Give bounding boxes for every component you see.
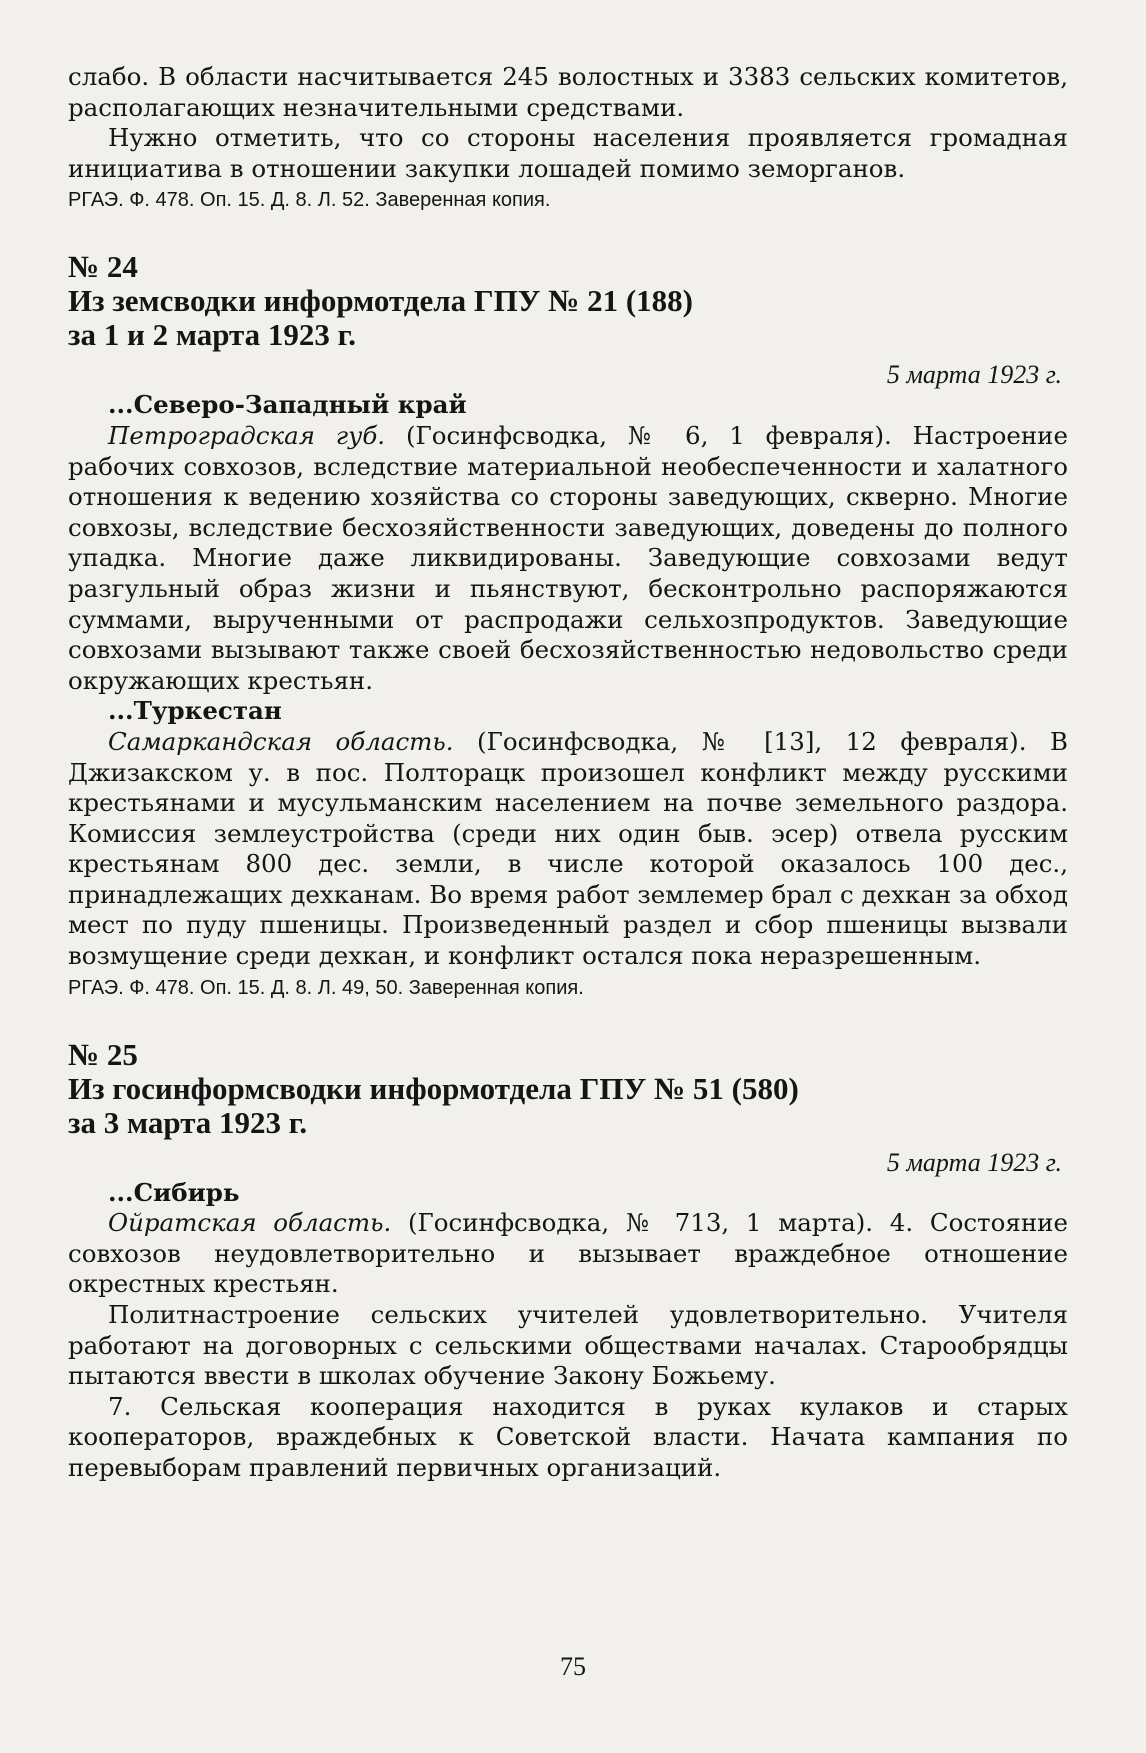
document-date: 5 марта 1923 г. [886,360,1062,390]
report-text: (Госинфсводка, № [13], 12 февраля). В Джизакском у. в пос. Полторацк произошел конфликт между русскими крестьянами и мусульманским населением на почве земельного раздора. Комиссия землеустройства (среди них один быв. эсер) отвела русским крестьянам 800 дес. земли, в числе которой оказалось 100 дес., принадлежащих дехканам. Во время работ землемер брал с дехкан за обход мест по пуду пшеницы. Произведенный раздел и сбор пшеницы вызвали возмущение среди дехкан, и конфликт остался пока неразрешенным. [68,726,1068,971]
place-name: Ойратская область. [108,1208,392,1238]
region-heading: ...Сибирь [108,1177,240,1207]
region-heading: ...Туркестан [108,696,282,726]
place-name: Петроградская губ. [108,420,386,450]
report-paragraph [68,727,1068,972]
report-paragraph: 7. Сельская кооперация находится в руках кулаков и старых кооператоров, враждебных к Советской власти. Начата кампания по перевыборам правлений первичных организаций. [68,1391,1068,1482]
report-paragraph [68,1208,1068,1300]
document-date: 5 марта 1923 г. [886,1147,1062,1177]
place-name: Самаркандская область. [108,726,454,756]
document-title: Из земсводки информотдела ГПУ № 21 (188) [68,283,693,319]
document-title: за 3 марта 1923 г. [68,1104,308,1140]
report-text: (Госинфсводка, № 6, 1 февраля). Настроение рабочих совхозов, вследствие материальной необеспеченности и халатного отношения к ведению хозяйства со стороны заведующих, скверно. Многие совхозы, вследствие бесхозяйственности заведующих, доведены до полного упадка. Многие даже ликвидированы. Заведующие совхозами ведут разгульный образ жизни и пьянствуют, бесконтрольно распоряжаются суммами, вырученными от распродажи сельхозпродуктов. Заведующие совхозами вызывают также своей бесхозяйственностью недовольство среди окружающих крестьян. [68,420,1068,695]
page-number: 75 [560,1652,586,1681]
document-title: Из госинформсводки информотдела ГПУ № 51 (580) [68,1070,799,1106]
region-heading: ...Северо-Западный край [108,390,467,420]
text-column [68,62,1068,1484]
intro-paragraph: слабо. В области насчитывается 245 волостных и 3383 сельских комитетов, располагающих незначительными средствами. [68,62,1068,122]
document-number: № 24 [68,249,138,285]
archive-reference: РГАЭ. Ф. 478. Оп. 15. Д. 8. Л. 49, 50. Заверенная копия. [68,976,584,999]
report-text: (Госинфсводка, № 713, 1 марта). 4. Состояние совхозов неудовлетворительно и вызывает враждебное отношение окрестных крестьян. [68,1208,1068,1299]
report-paragraph [68,421,1068,696]
archive-reference: РГАЭ. Ф. 478. Оп. 15. Д. 8. Л. 52. Заверенная копия. [68,189,551,212]
report-paragraph: Политнастроение сельских учителей удовлетворительно. Учителя работают на договорных с сельскими обществами началах. Старообрядцы пытаются ввести в школах обучение Закону Божьему. [68,1300,1068,1391]
document-number: № 25 [68,1036,138,1072]
intro-paragraph: Нужно отметить, что со стороны населения проявляется громадная инициатива в отношении закупки лошадей помимо земорганов. [68,123,1068,183]
document-title: за 1 и 2 марта 1923 г. [68,317,356,353]
